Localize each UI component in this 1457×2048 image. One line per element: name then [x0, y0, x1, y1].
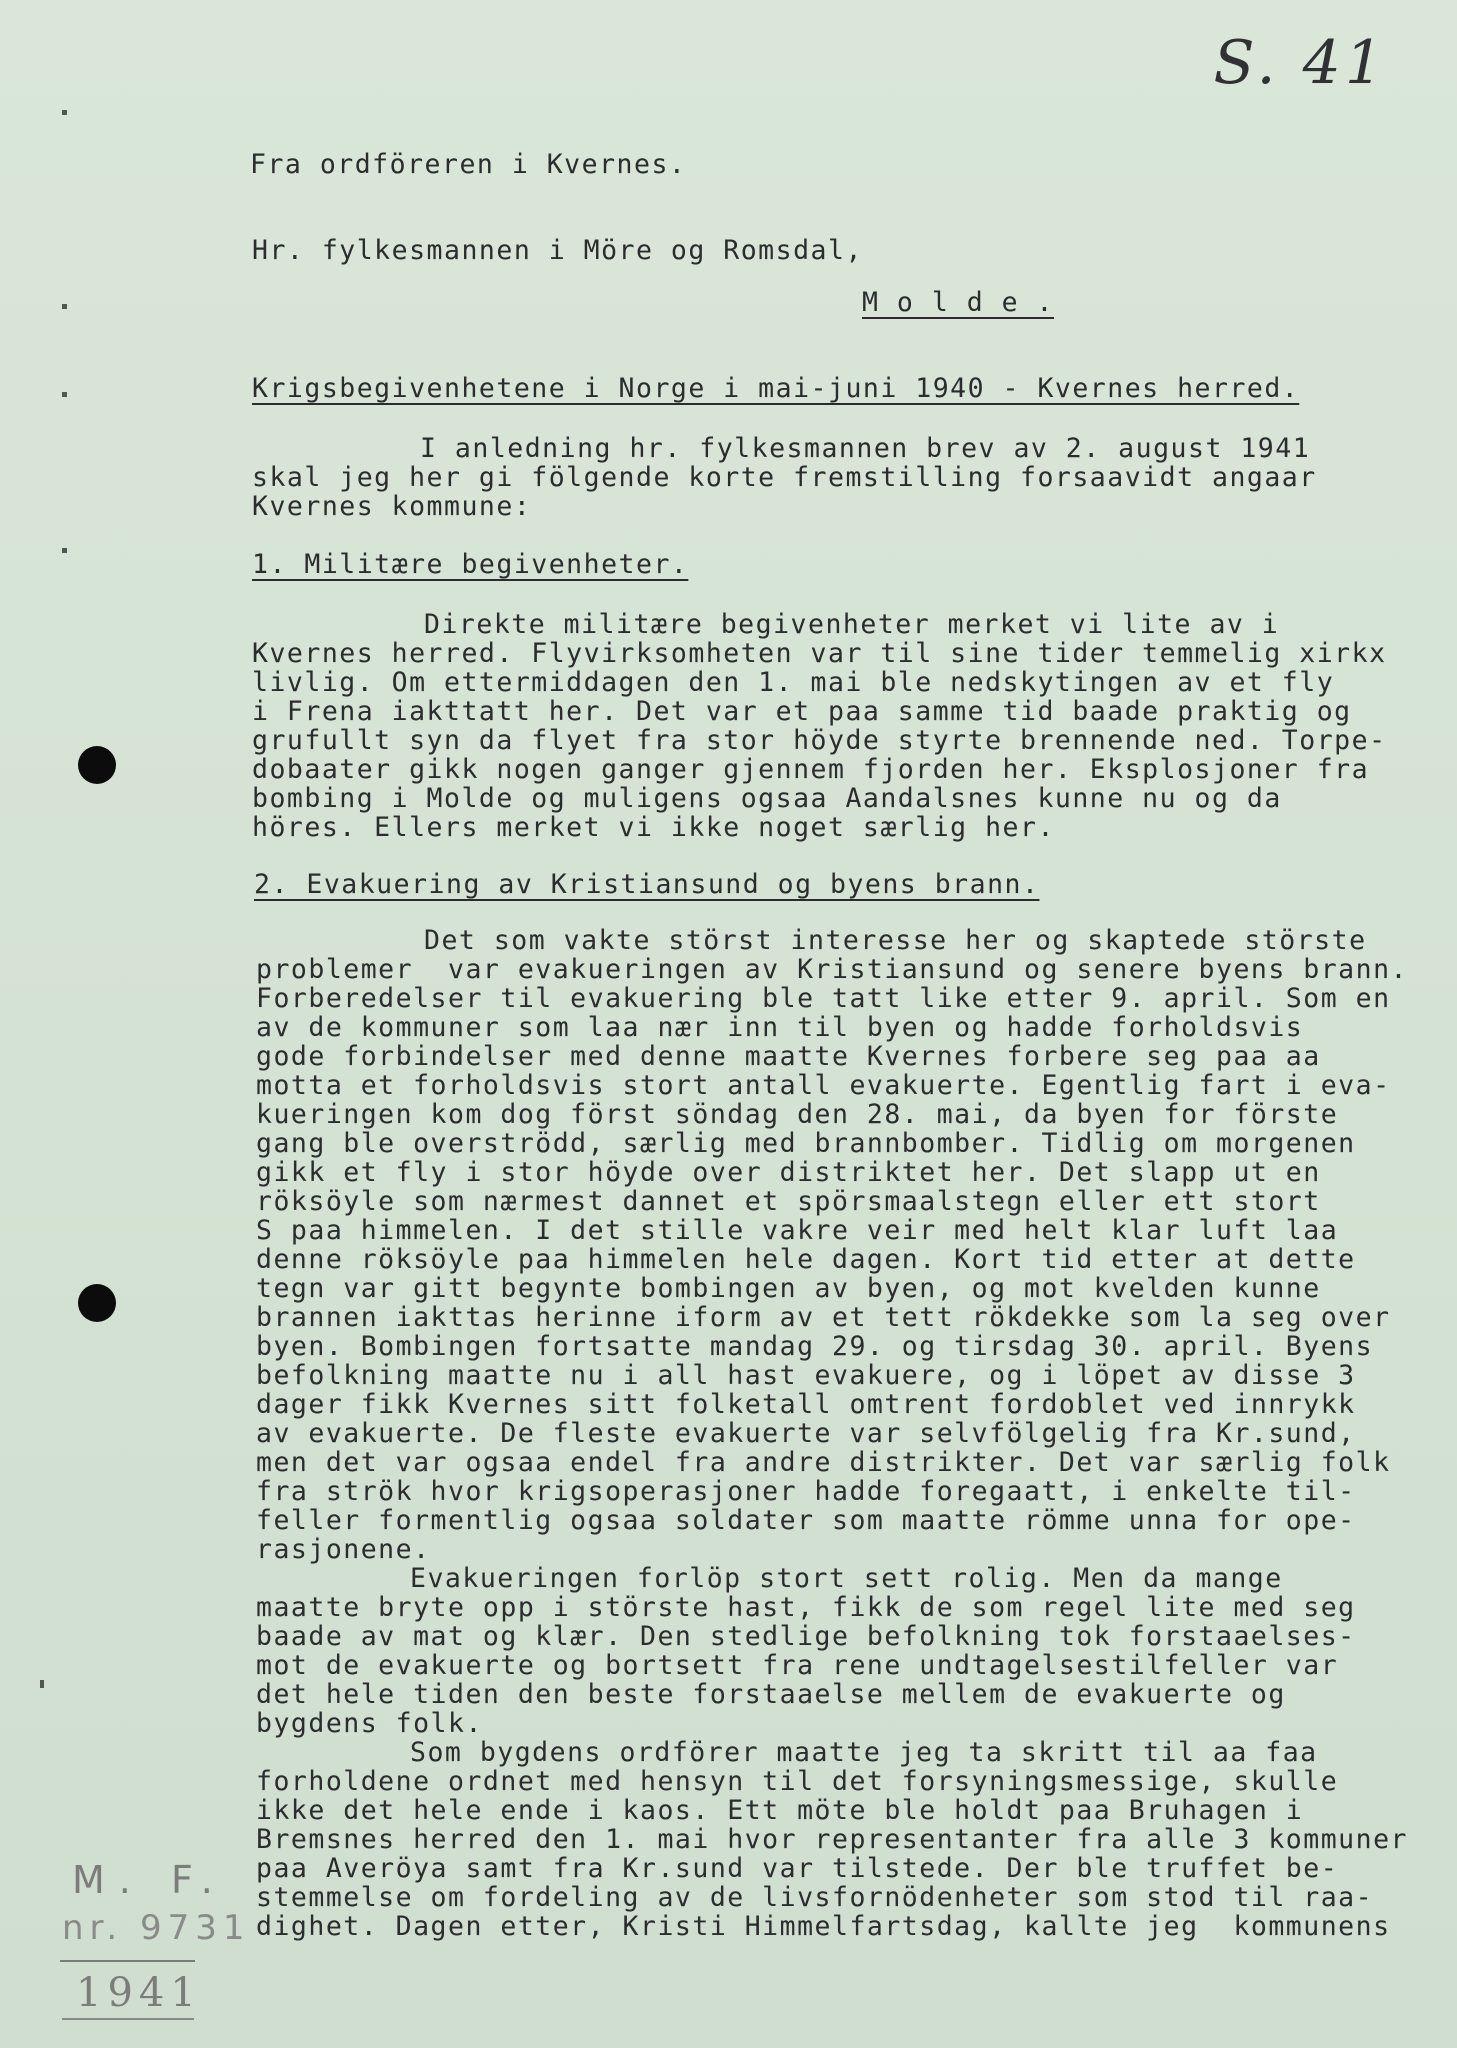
- section2-line: Evakueringen forlöp stort sett rolig. Men da mange: [410, 1563, 1283, 1594]
- section2-line: Som bygdens ordförer maatte jeg ta skritt til aa faa: [410, 1737, 1318, 1768]
- section2-line: baade av mat og klær. Den stedlige befolkning tok forstaaelses-: [256, 1621, 1356, 1652]
- section1-line: bombing i Molde og muligens ogsaa Aandalsnes kunne nu og da: [252, 783, 1282, 814]
- stamp-number: nr. 9731: [62, 1908, 251, 1948]
- section2-line: tegn var gitt begynte bombingen av byen, og mot kvelden kunne: [256, 1273, 1321, 1304]
- city-line: M o l d e .: [862, 287, 1054, 318]
- section2-line: av evakuerte. De fleste evakuerte var selvfölgelig fra Kr.sund,: [256, 1418, 1356, 1449]
- section2-line: dighet. Dagen etter, Kristi Himmelfartsdag, kallte jeg kommunens: [256, 1911, 1391, 1942]
- punch-hole-bottom: [78, 1284, 116, 1322]
- section2-line: Bremsnes herred den 1. mai hvor representanter fra alle 3 kommuner: [256, 1824, 1408, 1855]
- section2-line: motta et forholdsvis stort antall evakuerte. Egentlig fart i eva-: [256, 1070, 1391, 1101]
- section2-line: rasjonene.: [256, 1534, 431, 1565]
- section2-line: maatte bryte opp i störste hast, fikk de som regel lite med seg: [256, 1592, 1356, 1623]
- section2-line: mot de evakuerte og bortsett fra rene undtagelsestilfeller var: [256, 1650, 1339, 1681]
- section2-line: gode forbindelser med denne maatte Kvernes forbere seg paa aa: [256, 1041, 1321, 1072]
- intro-line: skal jeg her gi fölgende korte fremstilling forsaavidt angaar: [252, 462, 1317, 493]
- section1-line: grufullt syn da flyet fra stor höyde styrte brennende ned. Torpe-: [252, 725, 1387, 756]
- section2-line: befolkning maatte nu i all hast evakuere, og i löpet av disse 3: [256, 1360, 1356, 1391]
- section2-line: Forberedelser til evakuering ble tatt like etter 9. april. Som en: [256, 983, 1391, 1014]
- section2-line: Det som vakte störst interesse her og skaptede störste: [424, 925, 1367, 956]
- section1-line: livlig. Om ettermiddagen den 1. mai ble nedskytingen av et fly: [252, 667, 1335, 698]
- intro-line: I anledning hr. fylkesmannen brev av 2. august 1941: [420, 433, 1311, 464]
- stamp-divider: [60, 1960, 195, 1962]
- section2-line: denne röksöyle paa himmelen hele dagen. Kort tid etter at dette: [256, 1244, 1356, 1275]
- archive-number: S. 41: [1213, 28, 1387, 98]
- section2-line: stemmelse om fordeling av de livsfornödenheter som stod til raa-: [256, 1882, 1374, 1913]
- stamp-initials: M. F.: [72, 1858, 227, 1902]
- section1-line: dobaater gikk nogen ganger gjennem fjorden her. Eksplosjoner fra: [252, 754, 1370, 785]
- punch-hole-top: [78, 746, 116, 784]
- section2-line: brannen iakttas herinne iform av et tett rökdekke som la seg over: [256, 1302, 1391, 1333]
- section1-line: Direkte militære begivenheter merket vi lite av i: [424, 609, 1280, 640]
- section2-line: kueringen kom dog först söndag den 28. mai, da byen for förste: [256, 1099, 1339, 1130]
- document-title: Krigsbegivenhetene i Norge i mai-juni 1940 - Kvernes herred.: [252, 373, 1300, 404]
- recipient-line: Hr. fylkesmannen i Möre og Romsdal,: [252, 235, 863, 266]
- section2-line: byen. Bombingen fortsatte mandag 29. og tirsdag 30. april. Byens: [256, 1331, 1374, 1362]
- section2-line: problemer var evakueringen av Kristiansund og senere byens brann.: [256, 954, 1408, 985]
- section2-line: ikke det hele ende i kaos. Ett möte ble holdt paa Bruhagen i: [256, 1795, 1304, 1826]
- margin-mark: [62, 304, 67, 309]
- section2-line: forholdene ordnet med hensyn til det forsyningsmessige, skulle: [256, 1766, 1339, 1797]
- stamp-year: 1941: [76, 1970, 202, 2016]
- section1-line: i Frena iakttatt her. Det var et paa samme tid baade praktig og: [252, 696, 1352, 727]
- section1-line: Kvernes herred. Flyvirksomheten var til sine tider temmelig xirkx: [252, 638, 1387, 669]
- margin-mark: [62, 110, 67, 115]
- section2-line: fra strök hvor krigsoperasjoner hadde foregaatt, i enkelte til-: [256, 1476, 1356, 1507]
- section2-line: bygdens folk.: [256, 1708, 483, 1739]
- section2-line: röksöyle som nærmest dannet et spörsmaalstegn eller ett stort: [256, 1186, 1321, 1217]
- section2-line: feller formentlig ogsaa soldater som maatte römme unna for ope-: [256, 1505, 1356, 1536]
- from-line: Fra ordföreren i Kvernes.: [250, 149, 687, 180]
- section2-line: paa Averöya samt fra Kr.sund var tilstede. Der ble truffet be-: [256, 1853, 1339, 1884]
- margin-mark: [40, 1680, 44, 1688]
- intro-line: Kvernes kommune:: [252, 491, 532, 522]
- section2-line: gikk et fly i stor höyde over distriktet her. Det slapp ut en: [256, 1157, 1321, 1188]
- section2-line: dager fikk Kvernes sitt folketall omtrent fordoblet ved innrykk: [256, 1389, 1356, 1420]
- section2-line: gang ble overströdd, særlig med brannbomber. Tidlig om morgenen: [256, 1128, 1356, 1159]
- section2-heading: 2. Evakuering av Kristiansund og byens brann.: [254, 869, 1040, 900]
- margin-mark: [62, 392, 67, 397]
- section2-line: av de kommuner som laa nær inn til byen og hadde forholdsvis: [256, 1012, 1304, 1043]
- section2-line: men det var ogsaa endel fra andre distrikter. Det var særlig folk: [256, 1447, 1391, 1478]
- section2-line: S paa himmelen. I det stille vakre veir med helt klar luft laa: [256, 1215, 1339, 1246]
- stamp-divider: [62, 2018, 194, 2020]
- margin-mark: [62, 548, 67, 553]
- section1-heading: 1. Militære begivenheter.: [252, 549, 689, 580]
- section2-line: det hele tiden den beste forstaaelse mellem de evakuerte og: [256, 1679, 1286, 1710]
- section1-line: höres. Ellers merket vi ikke noget særlig her.: [252, 812, 1055, 843]
